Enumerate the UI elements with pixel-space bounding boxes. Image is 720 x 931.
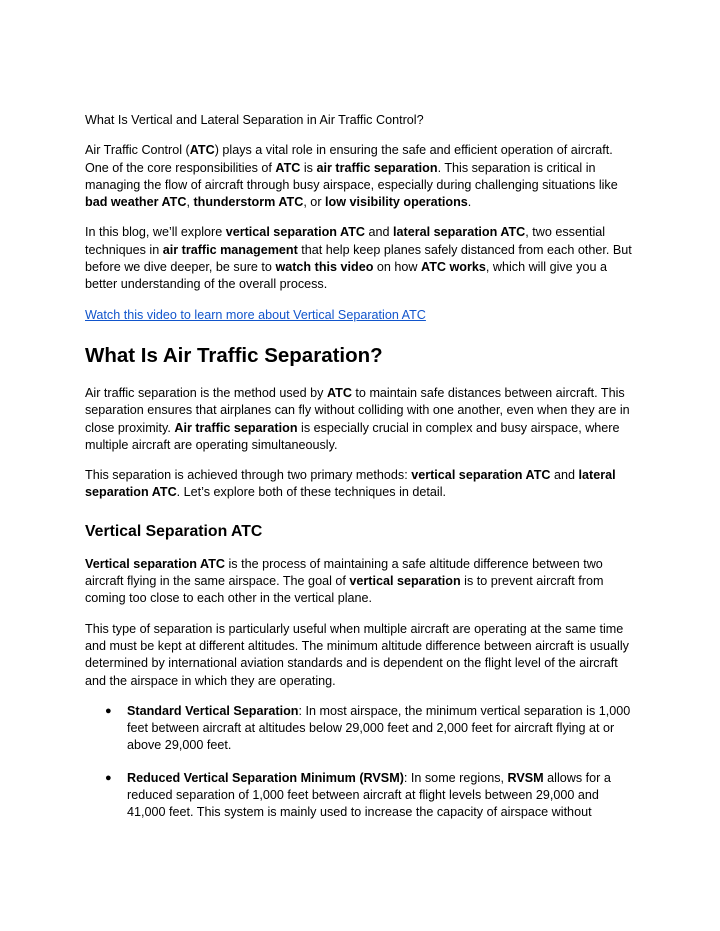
document-title-line: What Is Vertical and Lateral Separation in Air Traffic Control?: [85, 113, 424, 127]
section-heading: What Is Air Traffic Separation?: [85, 343, 383, 367]
vertical-paragraph-1: Vertical separation ATC is the process of maintaining a safe altitude difference between two aircraft flying in the same airspace. The goal of vertical separation is to prevent aircraft from coming too close to each other in the vertical plane.: [85, 556, 604, 606]
video-link[interactable]: Watch this video to learn more about Vertical Separation ATC: [85, 307, 426, 322]
separation-paragraph-1: Air traffic separation is the method used by ATC to maintain safe distances between aircraft. This separation ensures that airplanes can fly without colliding with one another, even when they are in close proximity. Air traffic separation is especially crucial in complex and busy airspace, where multiple aircraft are operating simultaneously.: [85, 385, 630, 452]
list-item: ● Standard Vertical Separation: In most airspace, the minimum vertical separation is 1,000 feet between aircraft at altitudes below 29,000 feet and 2,000 feet for aircraft flying at or above 29,000 feet.: [105, 703, 631, 753]
vertical-paragraph-2: This type of separation is particularly useful when multiple aircraft are operating at the same time and must be kept at different altitudes. The minimum altitude difference between aircraft is usually determined by international aviation standards and is dependent on the flight level of the aircraft and the airspace in which they are operating.: [85, 621, 629, 688]
video-link-paragraph: [85, 307, 636, 324]
bullet-icon: ●: [105, 704, 112, 717]
separation-paragraph-2: This separation is achieved through two primary methods: vertical separation ATC and lateral separation ATC. Let’s explore both of these techniques in detail.: [85, 468, 616, 500]
separation-bullet-list: [85, 703, 636, 822]
bullet-icon: ●: [105, 771, 112, 784]
list-item: ● Reduced Vertical Separation Minimum (RVSM): In some regions, RVSM allows for a reduced separation of 1,000 feet between aircraft at flight levels between 29,000 and 41,000 feet. This system is mainly used to increase the capacity of airspace without: [105, 770, 611, 820]
intro-paragraph-1: Air Traffic Control (ATC) plays a vital role in ensuring the safe and efficient operation of aircraft. One of the core responsibilities of ATC is air traffic separation. This separation is critical in managing the flow of aircraft through busy airspace, especially during challenging situations like bad weather ATC, thunderstorm ATC, or low visibility operations.: [85, 143, 618, 210]
subsection-heading: Vertical Separation ATC: [85, 522, 263, 540]
intro-paragraph-2: In this blog, we’ll explore vertical separation ATC and lateral separation ATC, two essential techniques in air traffic management that help keep planes safely distanced from each other. But before we dive deeper, be sure to watch this video on how ATC works, which will give you a better understanding of the overall process.: [85, 225, 632, 292]
